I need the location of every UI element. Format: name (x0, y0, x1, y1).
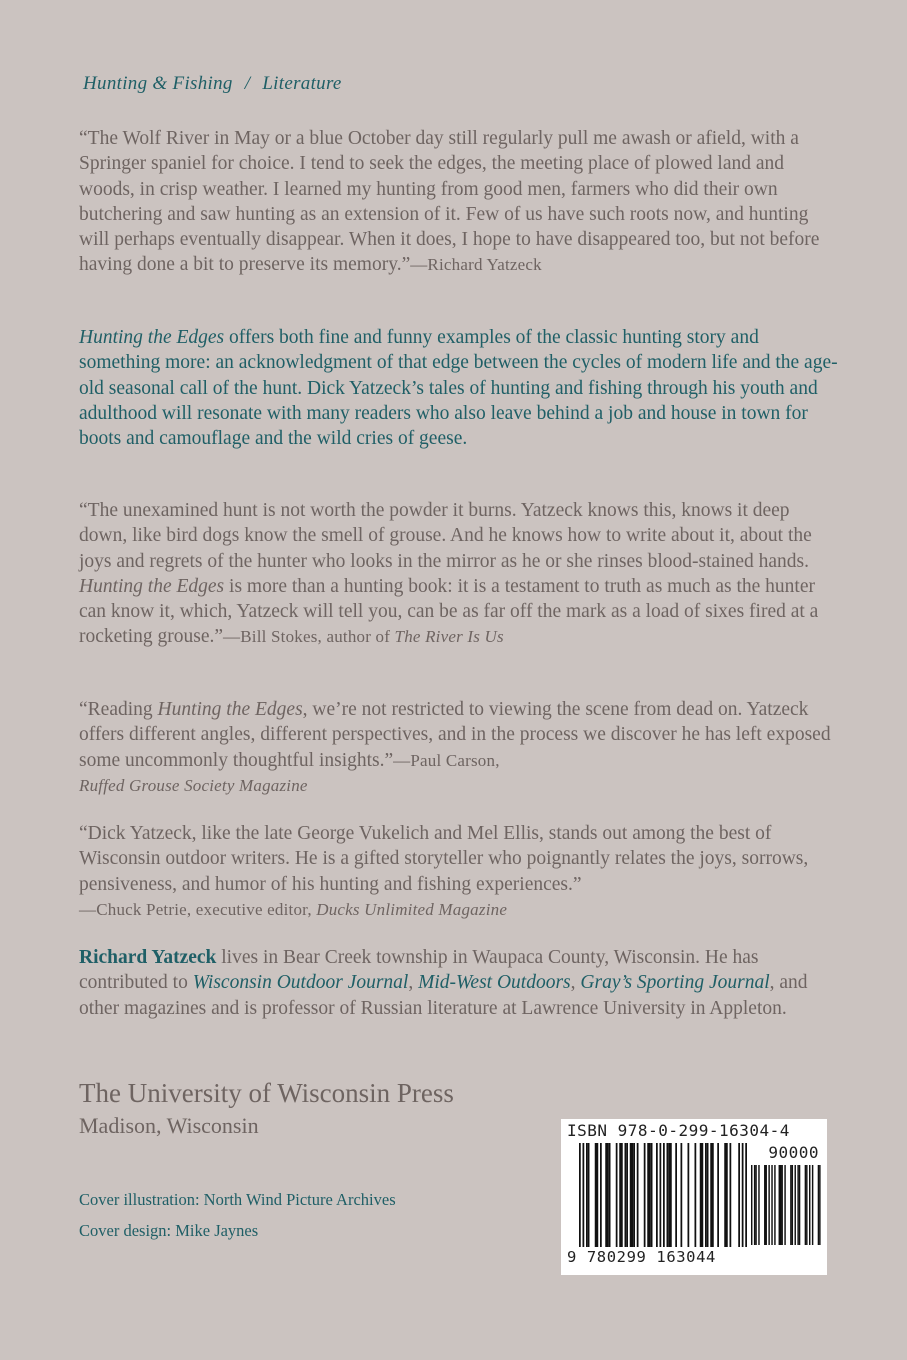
book-title: Hunting the Edges (79, 327, 225, 348)
quote-yatzeck-attribution: —Richard Yatzeck (410, 255, 542, 275)
publisher-city: Madison, Wisconsin (79, 1113, 259, 1138)
category-hunting-fishing: Hunting & Fishing (83, 73, 233, 94)
barcode-panel (561, 1119, 827, 1275)
book-description-text: offers both fine and funny examples of the classic hunting story and something more: an acknowledgment of that edge between the cycles of modern life and the age-old seasonal call of the hunt. Dick Yatzeck’s tales of hunting and fishing through his youth and adulthood will resonate with many readers who also leave behind a job and house in town for boots and camouflage and the wild cries of geese. (79, 327, 838, 450)
ean-digits: 9 780299 163044 (567, 1248, 716, 1266)
quote-stokes-part1: “The unexamined hunt is not worth the powder it burns. Yatzeck knows this, knows it deep down, like bird dogs know the smell of grouse. And he knows how to write about it, about the joys and regrets of the hunter who looks in the mirror as he or she rinses blood-stained hands. (79, 500, 812, 572)
pub-grays-sporting-journal: Gray’s Sporting Journal (580, 972, 770, 994)
book-description (79, 325, 839, 451)
quote-carson-part2: , we’re not restricted to viewing the scene from dead on. Yatzeck offers different angles, different perspectives, and in the process we discover he has left exposed some uncommonly thoughtful insights.” (79, 699, 831, 771)
category-separator: / (244, 73, 251, 94)
barcode-addon (751, 1165, 821, 1245)
quote-stokes-attribution: —Bill Stokes, author of (223, 627, 395, 647)
category-literature: Literature (262, 73, 342, 94)
quote-carson (79, 697, 839, 798)
quote-carson-attribution: —Paul Carson, (393, 750, 500, 770)
pub-sep-1: , (408, 972, 419, 994)
pub-sep-2: , (570, 972, 581, 994)
quote-carson-title: Hunting the Edges (157, 699, 303, 720)
publisher-name: The University of Wisconsin Press (79, 1078, 454, 1108)
quote-carson-work: Ruffed Grouse Society Magazine (79, 775, 308, 795)
quote-stokes-part2: is more than a hunting book: it is a testament to truth as much as the hunter can know it, which, Yatzeck will tell you, can be as far off the mark as a load of sixes fired at a rocketing grouse.” (79, 575, 819, 648)
quote-stokes-work: The River Is Us (394, 627, 504, 647)
quote-carson-part1: “Reading (79, 699, 158, 720)
isbn-label: ISBN 978-0-299-16304-4 (567, 1121, 790, 1140)
author-name: Richard Yatzeck (79, 947, 217, 968)
pub-wisconsin-outdoor-journal: Wisconsin Outdoor Journal (192, 972, 409, 994)
quote-petrie-work: Ducks Unlimited Magazine (316, 899, 508, 919)
price-code: 90000 (768, 1143, 819, 1162)
pub-mid-west-outdoors: Mid-West Outdoors (418, 972, 571, 994)
category-line (83, 73, 342, 95)
cover-design-credit: Cover design: Mike Jaynes (79, 1221, 259, 1240)
quote-petrie-text: “Dick Yatzeck, like the late George Vukelich and Mel Ellis, stands out among the best of Wisconsin outdoor writers. He is a gifted storyteller who poignantly relates the joys, sorrows, pensiveness, and humor of his hunting and fishing experiences.” (79, 823, 809, 895)
author-bio-part2: , and other magazines and is professor of Russian literature at Lawrence University in Appleton. (79, 972, 808, 1019)
author-bio (79, 945, 839, 1021)
quote-stokes-title: Hunting the Edges (79, 575, 225, 597)
barcode-main (579, 1143, 747, 1247)
author-bio-part1: lives in Bear Creek township in Waupaca County, Wisconsin. He has contributed to (79, 947, 759, 994)
quote-stokes (79, 498, 839, 650)
quote-yatzeck-text: “The Wolf River in May or a blue October day still regularly pull me awash or afield, with a Springer spaniel for choice. I tend to seek the edges, the meeting place of plowed land and woods, in crisp weather. I learned my hunting from good men, farmers who did their own butchering and saw hunting as an extension of it. Few of us have such roots now, and hunting will perhaps eventually disappear. When it does, I hope to have disappeared too, but not before having done a bit to preserve its memory.” (79, 128, 820, 276)
quote-petrie-attribution: —Chuck Petrie, executive editor, (79, 899, 317, 919)
quote-petrie (79, 821, 839, 922)
quote-yatzeck (79, 126, 839, 278)
cover-illustration-credit: Cover illustration: North Wind Picture Archives (79, 1190, 396, 1209)
